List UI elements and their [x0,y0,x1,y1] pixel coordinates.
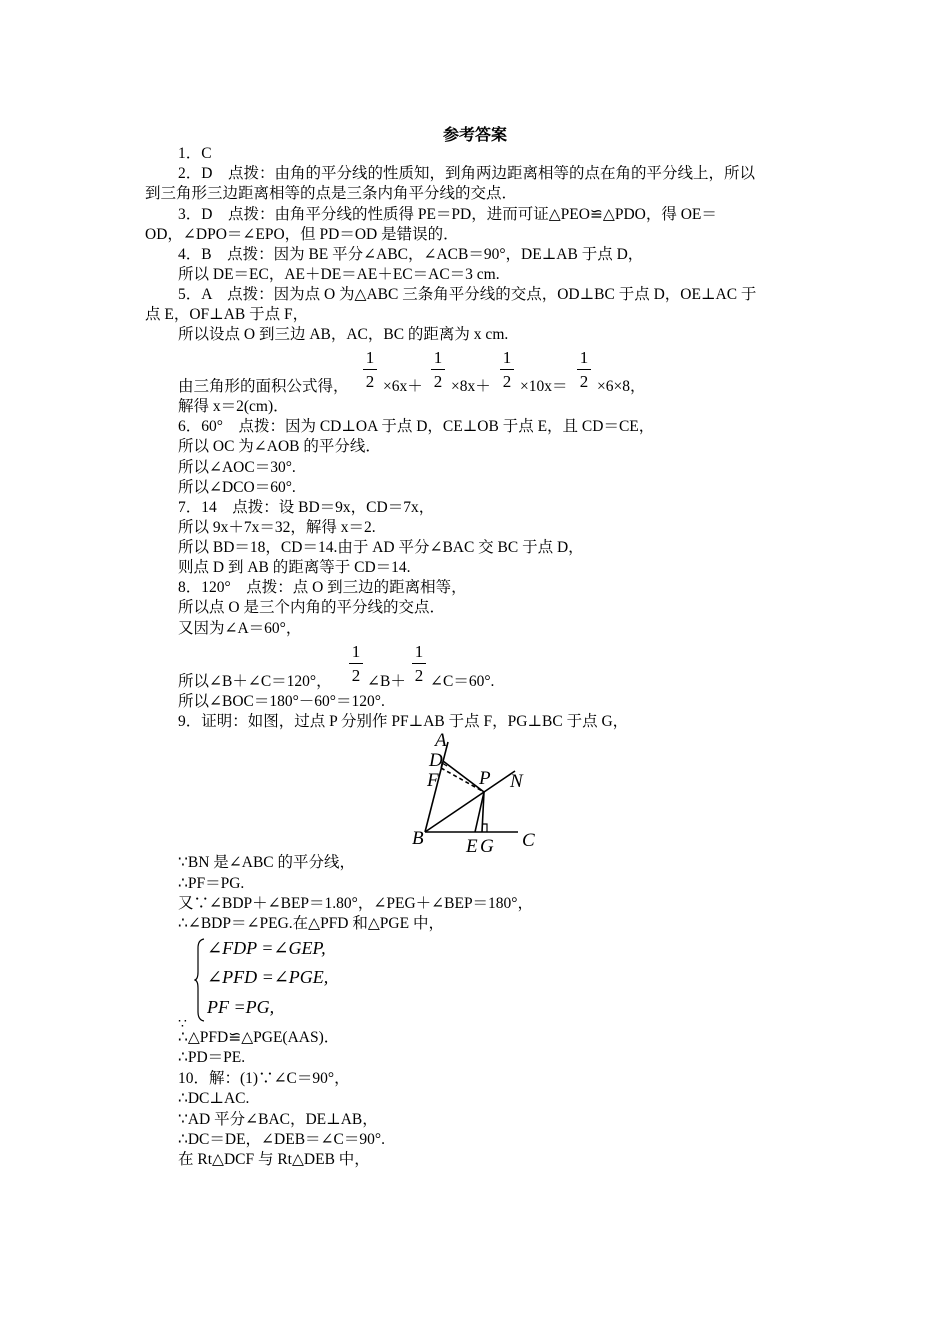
answer-line: 2．D 点拨：由角的平分线的性质知，到角两边距离相等的点在角的平分线上，所以 [178,165,755,182]
answer-line: 9．证明：如图，过点 P 分别作 PF⊥AB 于点 F，PG⊥BC 于点 G， [178,713,629,730]
page-title: 参考答案 [442,127,507,144]
answer-line: 所以 BD＝18，CD＝14.由于 AD 平分∠BAC 交 BC 于点 D， [178,539,584,556]
answer-line: 点 E，OF⊥AB 于点 F， [145,306,309,323]
answer-line: OD，∠DPO＝∠EPO，但 PD＝OD 是错误的． [145,226,459,243]
label-f: F [427,770,439,791]
answer-line: ∴△PFD≌△PGE(AAS)． [178,1029,340,1046]
answer-line: 所以设点 O 到三边 AB，AC，BC 的距离为 x cm. [178,326,509,343]
answer-line: ∴PD＝PE. [178,1049,246,1066]
answer-line: 所以 DE＝EC，AE＋DE＝AE＋EC＝AC＝3 cm. [178,266,500,283]
answer-line: 所以∠DCO＝60°. [178,479,296,496]
fraction-bar [500,369,514,370]
fraction-denominator: 2 [414,666,424,685]
answer-line: 在 Rt△DCF 与 Rt△DEB 中， [178,1151,370,1168]
answer-line: 4．B 点拨：因为 BE 平分∠ABC，∠ACB＝90°，DE⊥AB 于点 D， [178,246,644,263]
answer-line: 所以 OC 为∠AOB 的平分线． [178,438,381,455]
fraction-denominator: 2 [433,372,443,391]
fraction-bar [577,369,591,370]
label-c: C [522,830,535,851]
left-brace-icon [194,938,206,1022]
answer-line: ×6×8， [597,378,646,395]
label-e: E [466,836,478,857]
answer-line: ∠C＝60°. [430,673,495,690]
fraction-bar [363,369,377,370]
fraction-denominator: 2 [579,372,589,391]
answer-line: 8．120° 点拨：点 O 到三边的距离相等， [178,579,467,596]
answer-line: 由三角形的面积公式得， [178,378,349,395]
answer-line: ×10x＝ [520,378,568,395]
answer-line: 6．60° 点拨：因为 CD⊥OA 于点 D，CE⊥OB 于点 E，且 CD＝CE， [178,418,655,435]
answer-line: 到三角形三边距离相等的点是三条内角平分线的交点． [145,185,518,202]
answer-line: 所以∠B＋∠C＝120°， [178,673,332,690]
answer-line: 所以∠BOC＝180°－60°＝120°. [178,693,385,710]
because-symbol: ∵ [178,1017,187,1032]
fraction-denominator: 2 [365,372,375,391]
label-d: D [429,750,443,771]
answer-line: ×6x＋ [383,378,423,395]
fraction-numerator: 1 [365,348,375,367]
answer-line: 5．A 点拨：因为点 O 为△ABC 三条角平分线的交点，OD⊥BC 于点 D，OE⊥AC 于 [178,286,757,303]
fraction-bar [349,663,363,664]
answer-line: ∴DC＝DE，∠DEB＝∠C＝90°. [178,1131,385,1148]
answer-line: 7．14 点拨：设 BD＝9x，CD＝7x， [178,499,435,516]
equation-row: PF =PG, [207,997,275,1017]
fraction-numerator: 1 [502,348,512,367]
fraction-numerator: 1 [433,348,443,367]
label-g: G [480,836,494,857]
answer-line: 所以点 O 是三个内角的平分线的交点． [178,599,445,616]
answer-line: 10．解：(1)∵∠C＝90°， [178,1070,350,1087]
fraction-bar [412,663,426,664]
answer-line: ∴∠BDP＝∠PEG.在△PFD 和△PGE 中， [178,915,444,932]
geometry-figure [405,728,545,858]
answer-line: 所以∠AOC＝30°. [178,459,296,476]
answer-line: 则点 D 到 AB 的距离等于 CD＝14. [178,559,411,576]
fraction-numerator: 1 [579,348,589,367]
answer-line: ∠B＋ [367,673,406,690]
label-a: A [435,730,447,751]
fraction-bar [431,369,445,370]
label-b: B [412,828,424,849]
fraction-denominator: 2 [502,372,512,391]
answer-line: ∵AD 平分∠BAC，DE⊥AB， [178,1111,378,1128]
fraction-denominator: 2 [351,666,361,685]
fraction-numerator: 1 [414,642,424,661]
answer-line: 1．C [178,145,212,162]
segment-dp [443,761,484,792]
equation-row: ∠PFD =∠PGE, [207,967,329,987]
answer-line: ∴DC⊥AC. [178,1090,250,1107]
equation-row: ∠FDP =∠GEP, [207,938,326,958]
label-n: N [510,771,523,792]
answer-line: ∵BN 是∠ABC 的平分线， [178,854,356,871]
answer-line: 解得 x＝2(cm)． [178,398,289,415]
answer-line: 所以 9x＋7x＝32，解得 x＝2. [178,519,376,536]
answer-line: ∴PF＝PG. [178,875,245,892]
answer-line: 3．D 点拨：由角平分线的性质得 PE＝PD，进而可证△PEO≌△PDO，得 OE＝ [178,206,717,223]
answer-line: ×8x＋ [451,378,491,395]
fraction-numerator: 1 [351,642,361,661]
answer-line: 又∵∠BDP＋∠BEP＝1.80°，∠PEG＋∠BEP＝180°， [178,895,534,912]
segment-pf [441,768,484,792]
answer-line: 又因为∠A＝60°， [178,620,302,637]
label-p: P [479,768,491,789]
